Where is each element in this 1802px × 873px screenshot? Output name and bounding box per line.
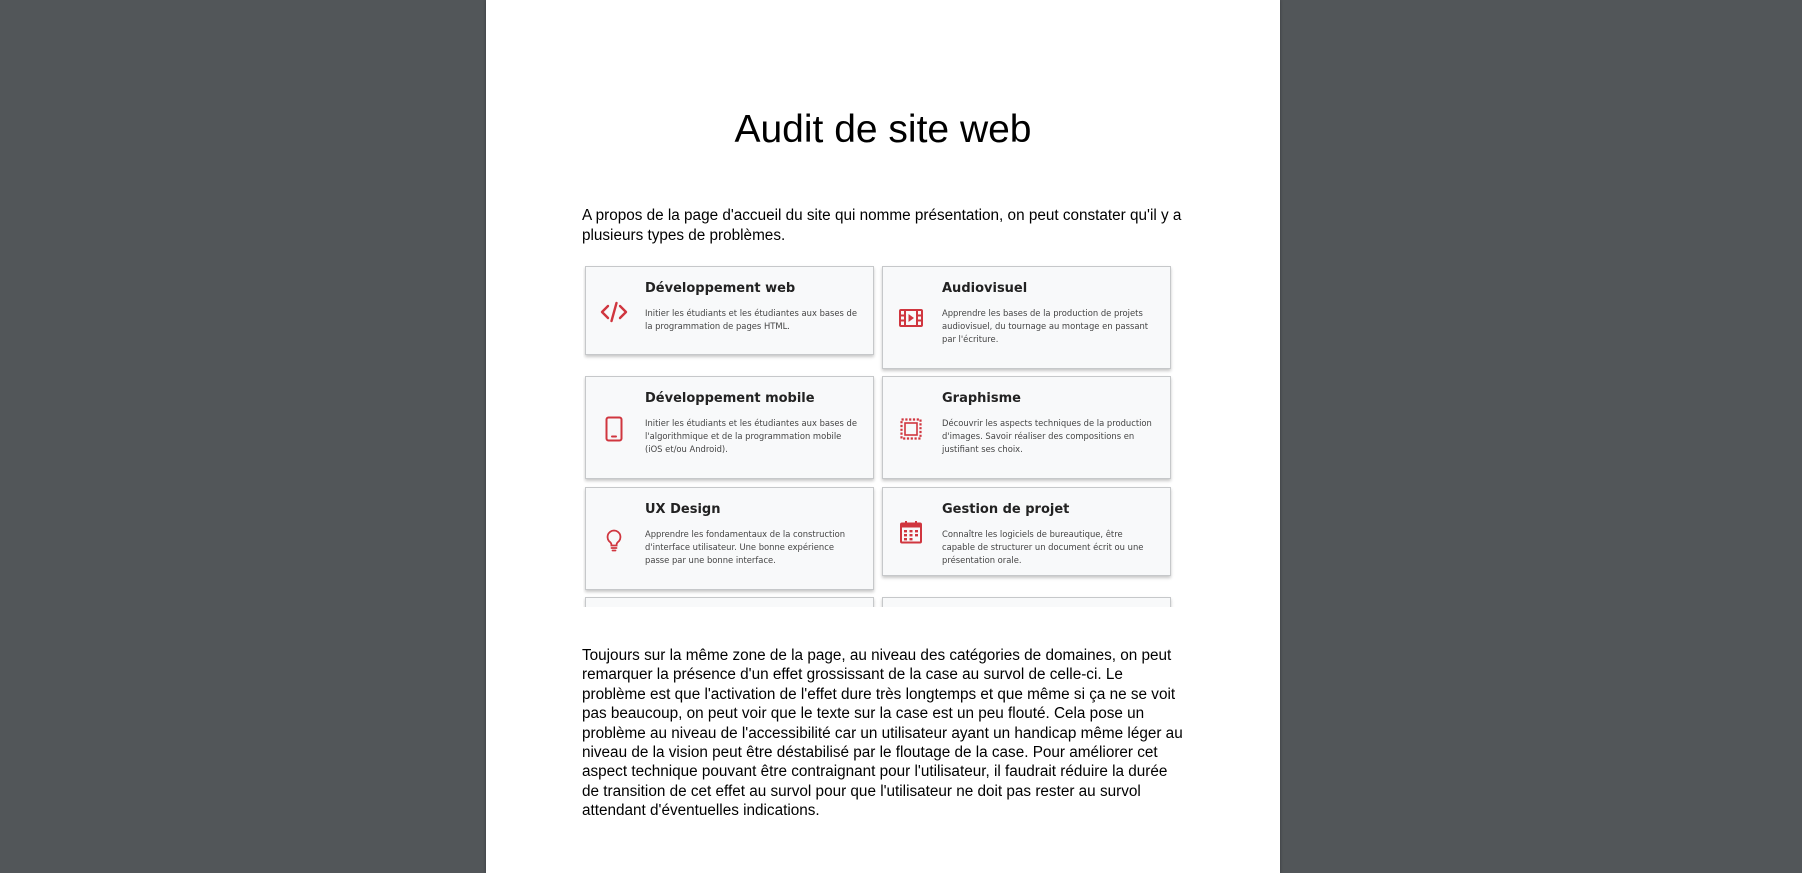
card-description: Initier les étudiants et les étudiantes aux bases de l'algorithmique et de la programmation mobile (iOS et/ou Android). [645, 418, 858, 454]
website-screenshot [583, 263, 1183, 607]
card-title: Audiovisuel [942, 281, 1028, 296]
document-title: Audit de site web [734, 108, 1032, 151]
category-card-graphics [882, 376, 1171, 479]
card-description: Découvrir les aspects techniques de la production d'images. Savoir réaliser des compositions en justifiant ses choix. [942, 418, 1152, 454]
card-description: Apprendre les fondamentaux de la construction d'interface utilisateur. Une bonne expérience passe par une bonne interface. [645, 529, 846, 565]
calendar-icon [897, 518, 925, 546]
analysis-paragraph: Toujours sur la même zone de la page, au niveau des catégories de domaines, on peut remarquer la présence d'un effet grossissant de la case au survol de celle-ci. Le problème est que l'activation de l'effet dure très longtemps et que même si ça ne se voit pas beaucoup, on peut voir que le texte sur la case est un peu flouté. Cela pose un problème au niveau de l'accessibilité car un utilisateur ayant un handicap même léger au niveau de la vision peut être déstabilisé par le floutage de la case. Pour améliorer cet aspect technique pouvant être contraignant pour l'utilisateur, il faudrait réduire la durée de transition de cet effet au survol pour que l'utilisateur ne doit pas rester au survol attendant d'éventuelles indications. [582, 647, 1183, 820]
category-card-audiovisual [882, 266, 1171, 369]
card-description: Connaître les logiciels de bureautique, être capable de structurer un document écrit ou une présentation orale. [942, 529, 1144, 565]
card-title: Développement mobile [645, 391, 815, 406]
card-description: Initier les étudiants et les étudiantes aux bases de la programmation de pages HTML. [645, 308, 858, 331]
lightbulb-icon [600, 526, 628, 554]
stamp-icon [897, 415, 925, 443]
category-card-project-management [882, 487, 1171, 576]
document-page [486, 0, 1280, 873]
card-title: UX Design [645, 502, 721, 517]
intro-paragraph: A propos de la page d'accueil du site qui nomme présentation, on peut constater qu'il y a plusieurs types de problèmes. [582, 207, 1182, 244]
category-card-mobile [585, 376, 874, 479]
category-card-ux [585, 487, 874, 590]
card-title: Graphisme [942, 391, 1021, 406]
card-description: Apprendre les bases de la production de projets audiovisuel, du tournage au montage en passant par l'écriture. [942, 308, 1149, 344]
code-icon [600, 298, 628, 326]
card-title: Développement web [645, 281, 796, 296]
category-card-web [585, 266, 874, 355]
category-card-partial-left [585, 597, 874, 607]
tablet-icon [600, 415, 628, 443]
category-card-partial-right [882, 597, 1171, 607]
film-icon [897, 304, 925, 332]
card-title: Gestion de projet [942, 502, 1070, 517]
